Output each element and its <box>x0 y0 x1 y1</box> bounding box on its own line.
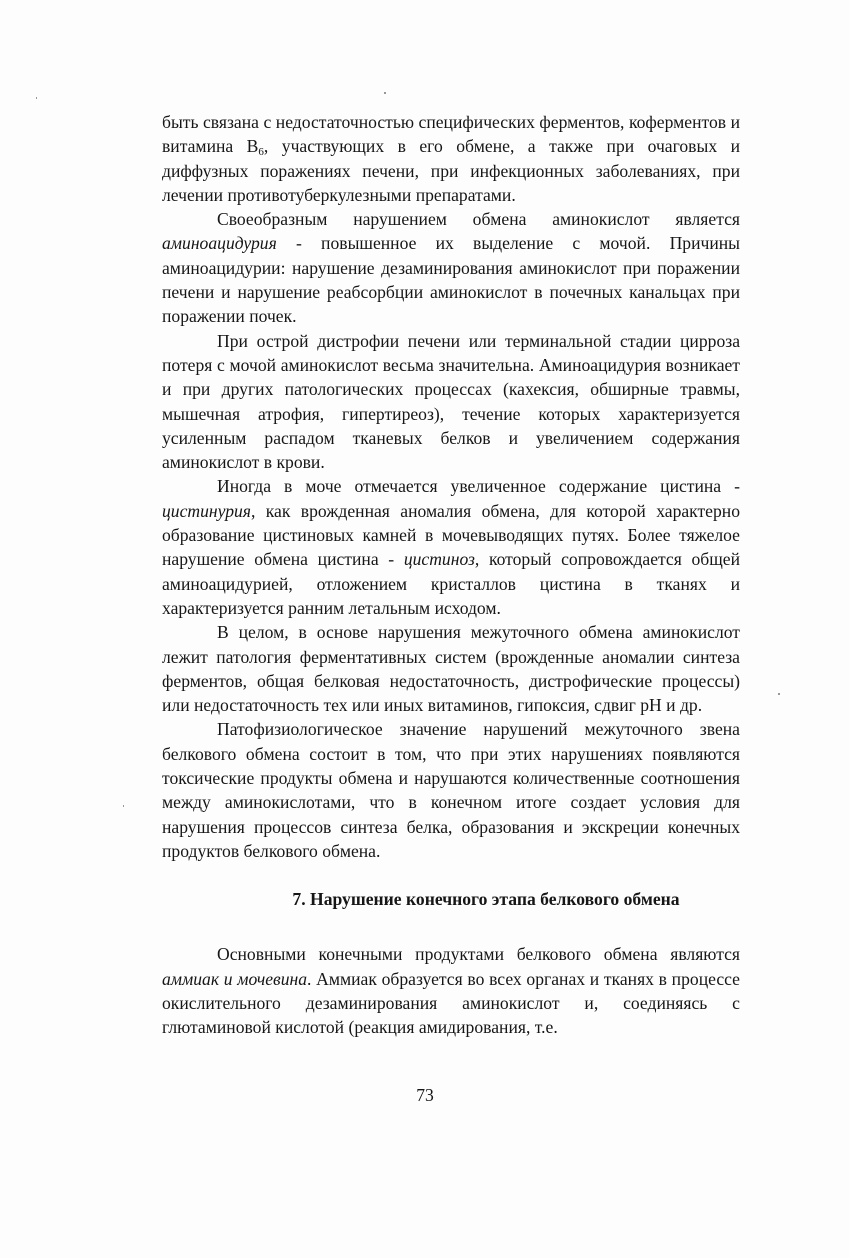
term-aminoaciduria: аминоацидурия <box>162 233 277 254</box>
paragraph-7 <box>162 942 740 1039</box>
term-ammonia-urea: аммиак и мочевина <box>162 968 308 989</box>
term-cystinosis: цистиноз <box>403 549 475 570</box>
paragraph-4 <box>162 474 740 620</box>
paragraph-1-text-b: , участвующих в его обмене, а также при очаговых и диффузных поражениях печени, при инфекционных заболеваниях, при лечении противотуберкулезными препаратами. <box>162 136 740 205</box>
term-cystinuria: цистинурия <box>162 500 251 521</box>
paragraph-7-text-a: Основными конечными продуктами белкового обмена являются <box>217 944 740 965</box>
paragraph-6: Патофизиологическое значение нарушений межуточного звена белкового обмена состоит в том, что при этих нарушениях появляются токсические продукты обмена и нарушаются количественные соотношения между аминокислотами, что в конечном итоге создает условия для нарушения процессов синтеза белка, образования и экскреции конечных продуктов белкового обмена. <box>162 719 740 861</box>
paragraph-3: При острой дистрофии печени или терминальной стадии цирроза потеря с мочой аминокислот весьма значительна. Аминоацидурия возникает и при других патологических процессах (кахексия, обширные травмы, мышечная атрофия, гипертиреоз), течение которых характеризуется усиленным распадом тканевых белков и увеличением содержания аминокислот в крови. <box>162 330 740 473</box>
paragraph-2 <box>162 207 740 328</box>
page-content <box>162 110 740 1039</box>
paragraph-5: В целом, в основе нарушения межуточного обмена аминокислот лежит патология ферментативных систем (врожденные аномалии синтеза ферментов, общая белковая недостаточность, дистрофические процессы) или недостаточность тех или иных витаминов, гипоксия, сдвиг pH и др. <box>162 622 740 716</box>
page-number: 73 <box>416 1085 434 1105</box>
paragraph-7-text-b: . Аммиак образуется во всех органах и тканях в процессе окислительного дезаминирования аминокислот и, соединяясь с глютаминовой кислотой (реакция амидирования, т.е. <box>162 968 740 1038</box>
paragraph-4-text-c: , который сопровождается общей аминоацидурией, отложением кристаллов цистина в тканях и характеризуется ранним летальным исходом. <box>162 549 741 618</box>
paragraph-1 <box>162 110 740 207</box>
paragraph-2-text-b: - повышенное их выделение с мочой. Причины аминоацидурии: нарушение дезаминирования аминокислот при поражении печени и нарушение реабсорбции аминокислот в почечных канальцах при поражении почек. <box>162 233 740 327</box>
paragraph-4-text-b: , как врожденная аномалия обмена, для которой характерно образование цистиновых камней в мочевыводящих путях. Более тяжелое нарушение обмена цистина - <box>162 500 740 570</box>
vitamin-subscript: 6 <box>258 146 264 159</box>
section-heading: 7. Нарушение конечного этапа белкового обмена <box>292 889 680 910</box>
paragraph-4-text-a: Иногда в моче отмечается увеличенное содержание цистина - <box>217 476 740 497</box>
paragraph-2-text-a: Своеобразным нарушением обмена аминокислот является <box>217 209 740 230</box>
paragraph-1-text-a: быть связана с недостаточностью специфических ферментов, коферментов и витамина B <box>162 112 740 157</box>
